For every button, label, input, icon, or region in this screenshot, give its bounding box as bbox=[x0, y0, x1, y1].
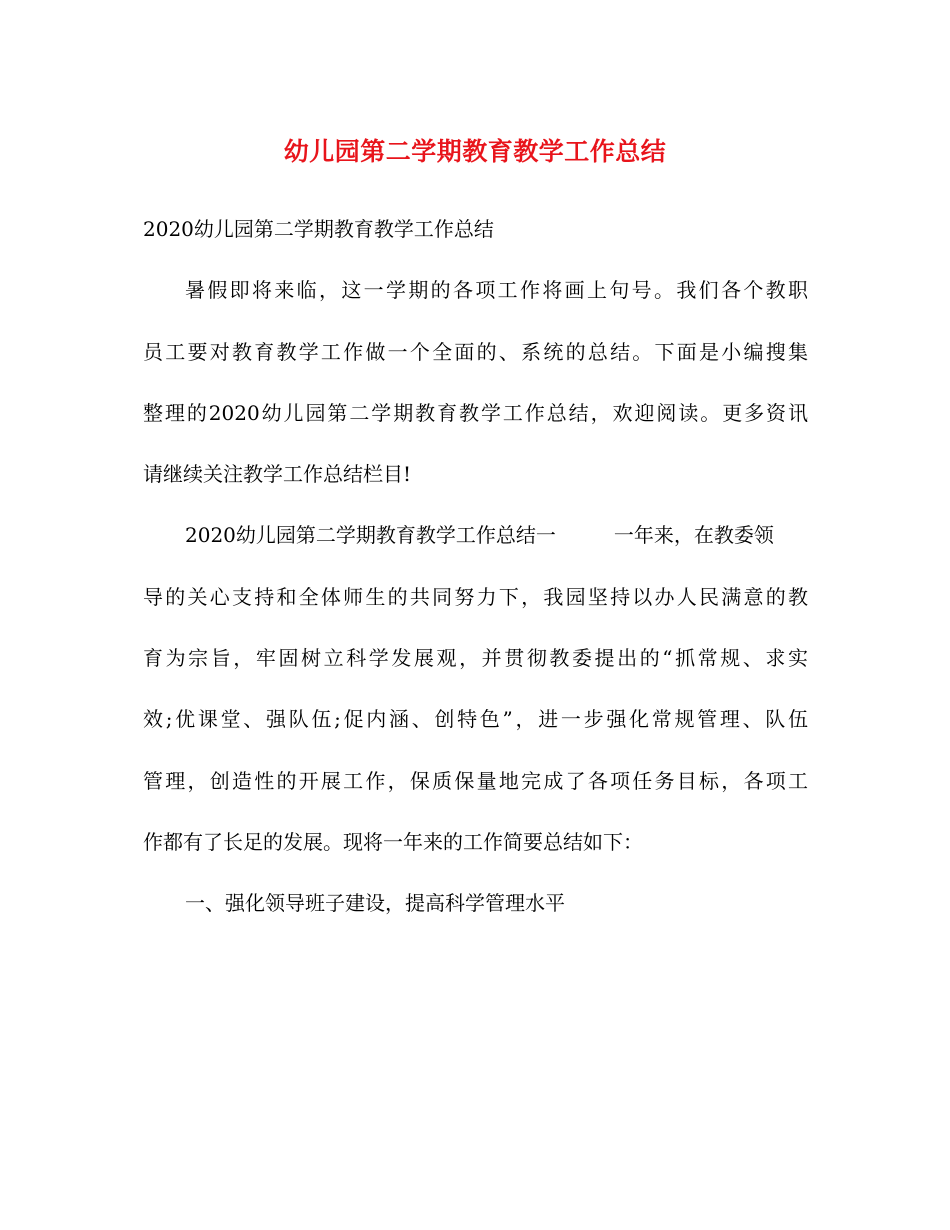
paragraph-line: 暑假即将来临，这一学期的各项工作将画上句号。我们各个教职 bbox=[185, 278, 808, 303]
subtitle-line: 2020幼儿园第二学期教育教学工作总结 bbox=[143, 217, 494, 241]
paragraph-line: 育为宗旨，牢固树立科学发展观，并贯彻教委提出的“抓常规、求实 bbox=[143, 646, 808, 671]
document-title: 幼儿园第二学期教育教学工作总结 bbox=[283, 137, 667, 166]
section-heading-line bbox=[143, 523, 808, 584]
paragraph-line: 作都有了长足的发展。现将一年来的工作简要总结如下： bbox=[143, 829, 643, 854]
paragraph-line: 导的关心支持和全体师生的共同努力下，我园坚持以办人民满意的教 bbox=[143, 584, 808, 609]
paragraph-line: 员工要对教育教学工作做一个全面的、系统的总结。下面是小编搜集 bbox=[143, 339, 808, 364]
section-title-line: 一、强化领导班子建设，提高科学管理水平 bbox=[185, 891, 565, 916]
paragraph-line: 整理的2020幼儿园第二学期教育教学工作总结，欢迎阅读。更多资讯 bbox=[143, 400, 808, 425]
paragraph-line: 请继续关注教学工作总结栏目! bbox=[143, 462, 412, 487]
paragraph-start: 一年来，在教委领 bbox=[613, 523, 774, 548]
section-heading: 2020幼儿园第二学期教育教学工作总结一 bbox=[185, 523, 556, 548]
paragraph-line: 管理，创造性的开展工作，保质保量地完成了各项任务目标，各项工 bbox=[143, 768, 808, 793]
paragraph-line: 效;优课堂、强队伍;促内涵、创特色”，进一步强化常规管理、队伍 bbox=[143, 707, 808, 732]
document-body bbox=[143, 217, 808, 953]
